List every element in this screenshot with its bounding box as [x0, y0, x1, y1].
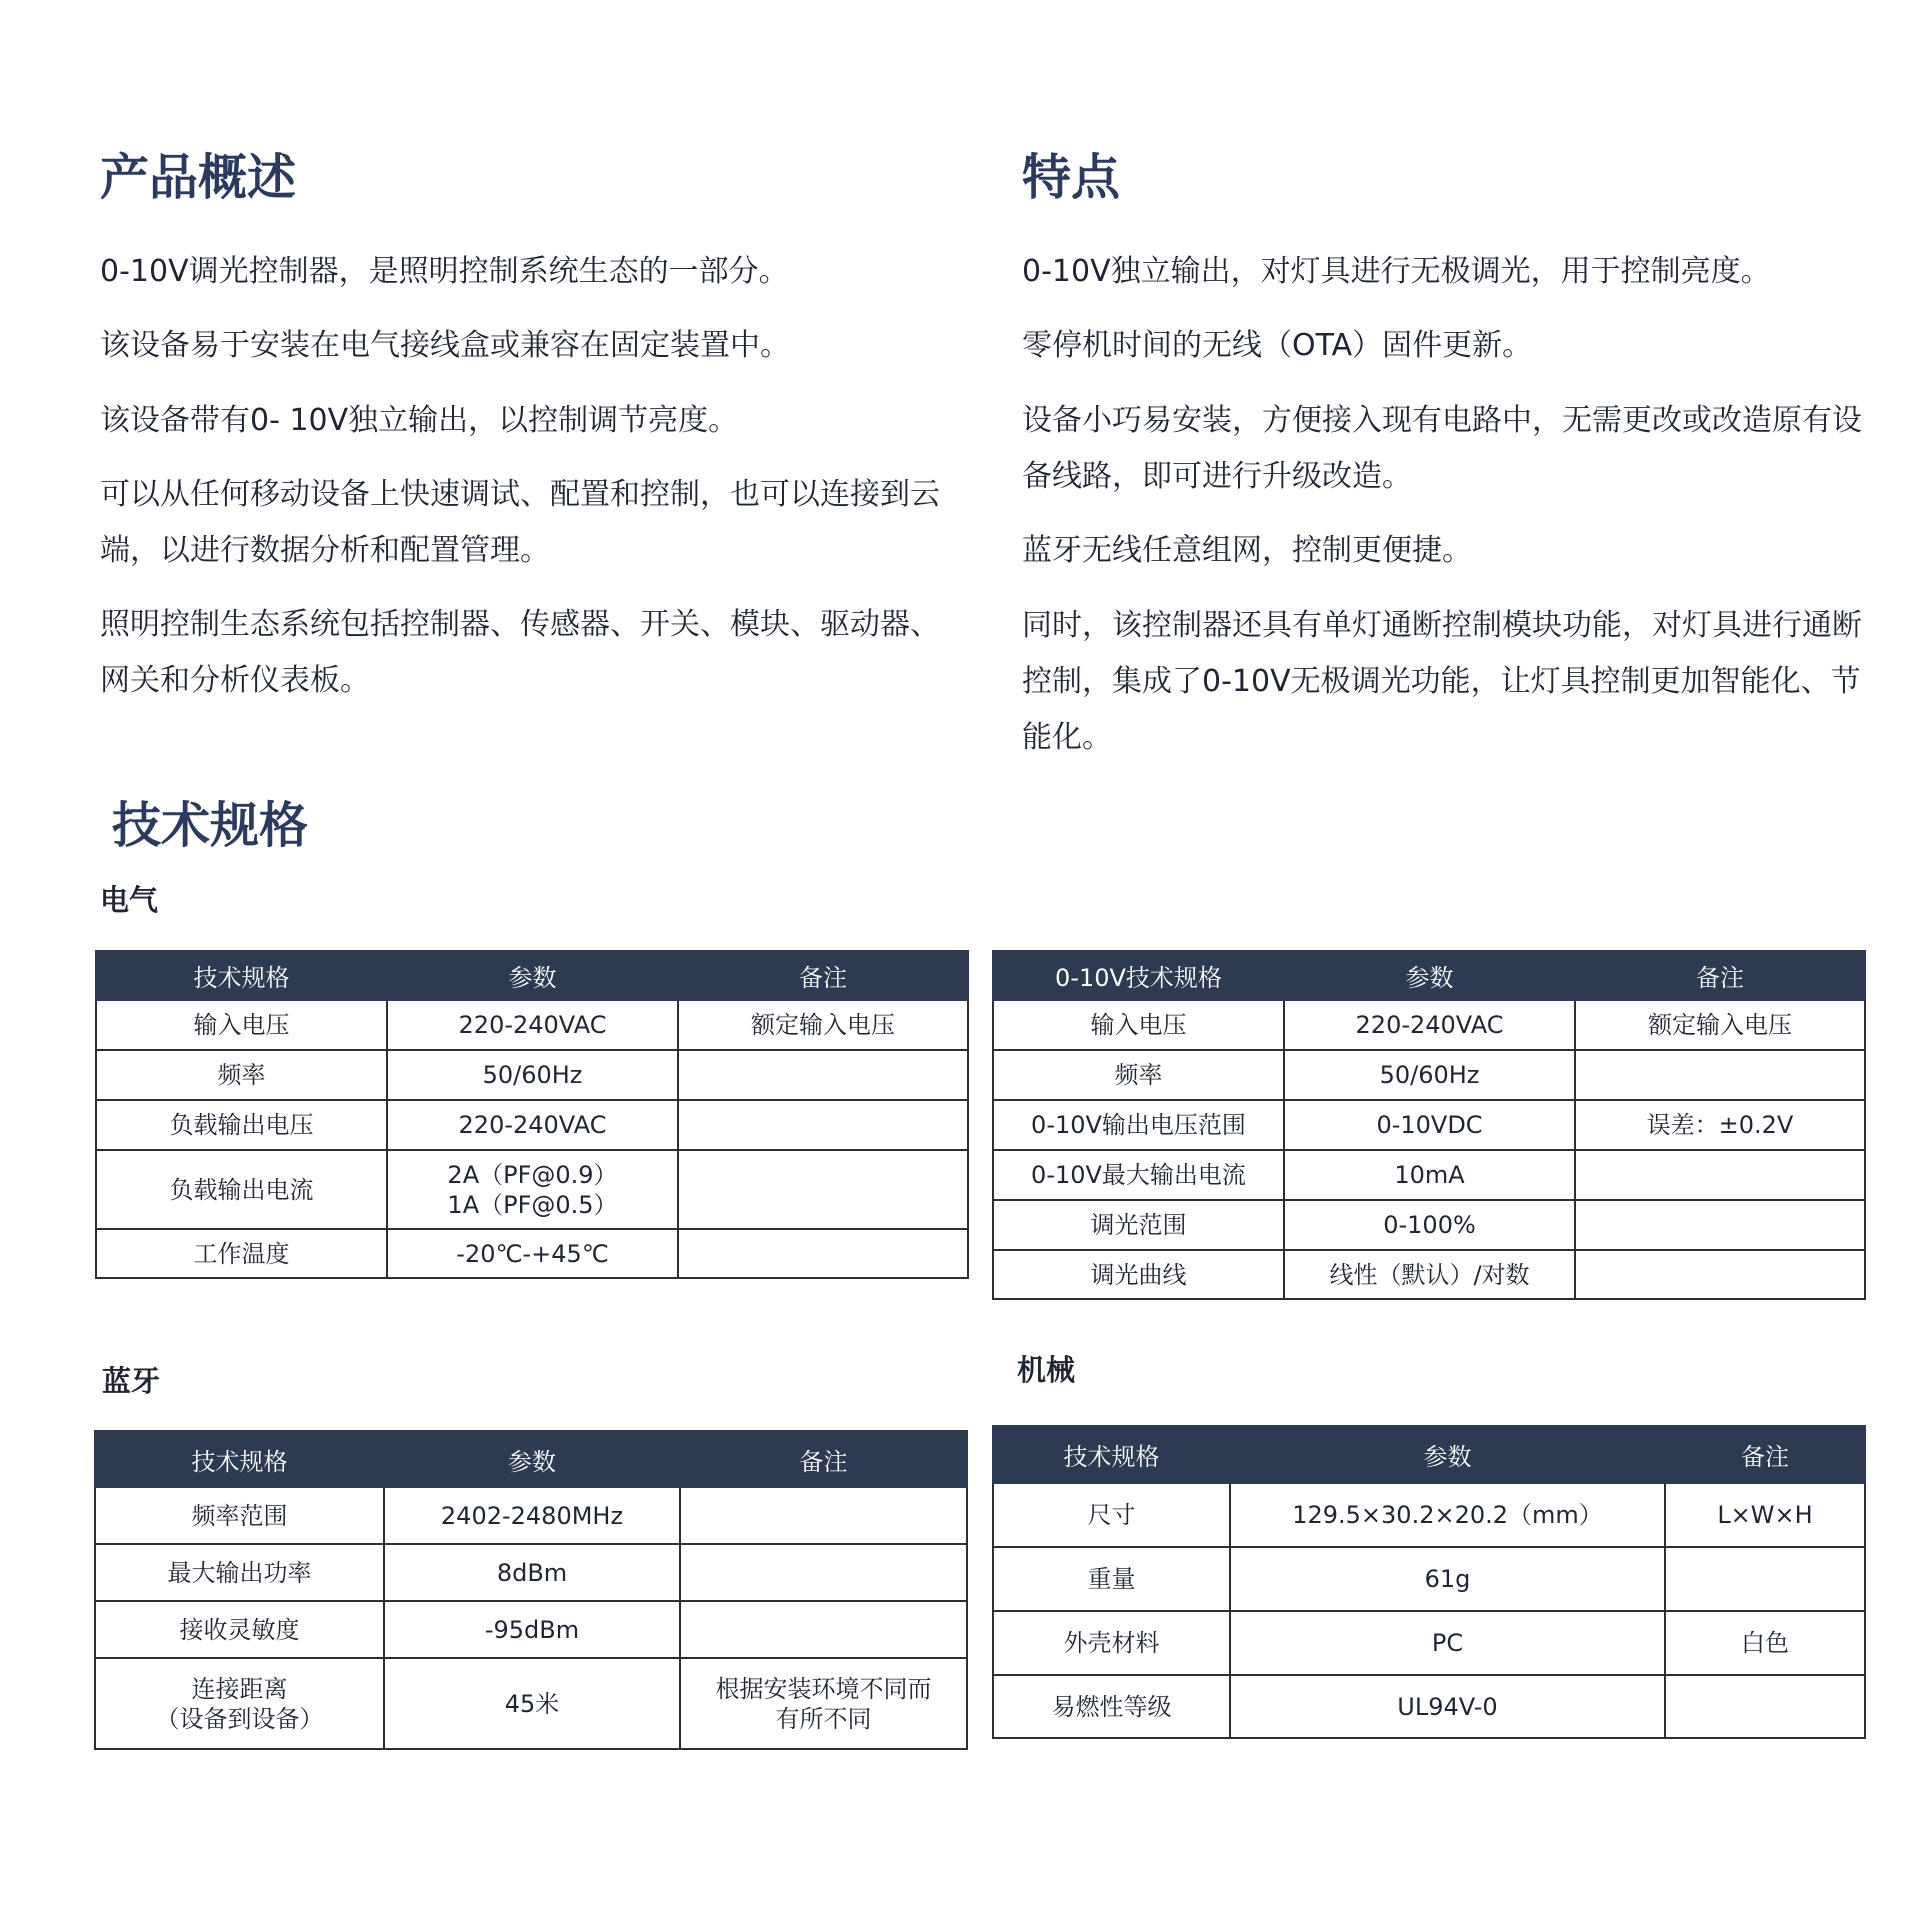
overview-paragraph: 0-10V调光控制器，是照明控制系统生态的一部分。: [100, 254, 789, 289]
table-cell: 接收灵敏度: [95, 1601, 384, 1658]
table-cell: [1575, 1150, 1865, 1200]
table-cell: 调光范围: [993, 1200, 1284, 1250]
table-cell: UL94V-0: [1230, 1675, 1665, 1738]
table-cell: 频率范围: [95, 1487, 384, 1544]
table-row: [993, 1483, 1865, 1547]
table-row: [95, 1601, 967, 1658]
table-header: 技术规格: [993, 1426, 1230, 1483]
table-cell: [1575, 1050, 1865, 1100]
table-cell: 易燃性等级: [993, 1675, 1230, 1738]
table-row: [993, 1611, 1865, 1675]
table-header: 参数: [1284, 951, 1575, 1000]
table-cell: 45米: [384, 1658, 680, 1749]
table-header: 参数: [1230, 1426, 1665, 1483]
table-cell: [680, 1544, 967, 1601]
table-cell: 0-10V最大输出电流: [993, 1150, 1284, 1200]
features-paragraph: 设备小巧易安装，方便接入现有电路中，无需更改或改造原有设备线路，即可进行升级改造。: [1022, 403, 1862, 494]
table-cell: 尺寸: [993, 1483, 1230, 1547]
table-cell: 连接距离 （设备到设备）: [95, 1658, 384, 1749]
table-header: 技术规格: [95, 1431, 384, 1487]
table-cell: [1665, 1547, 1865, 1611]
table-cell: 误差：±0.2V: [1575, 1100, 1865, 1150]
table-row: [993, 1250, 1865, 1299]
overview-paragraph: 照明控制生态系统包括控制器、传感器、开关、模块、驱动器、网关和分析仪表板。: [100, 607, 940, 698]
table-cell: 根据安装环境不同而 有所不同: [680, 1658, 967, 1749]
table-cell: 8dBm: [384, 1544, 680, 1601]
electrical-table: [95, 950, 969, 1279]
table-cell: 频率: [993, 1050, 1284, 1100]
table-row: [993, 1100, 1865, 1150]
table-row: [95, 1658, 967, 1749]
table-row: [993, 1675, 1865, 1738]
table-cell: -95dBm: [384, 1601, 680, 1658]
table-header: 0-10V技术规格: [993, 951, 1284, 1000]
table-header: 备注: [1665, 1426, 1865, 1483]
table-row: [95, 1487, 967, 1544]
table-cell: 0-10VDC: [1284, 1100, 1575, 1150]
table-cell: [678, 1100, 968, 1150]
table-cell: 50/60Hz: [1284, 1050, 1575, 1100]
overview-paragraph: 可以从任何移动设备上快速调试、配置和控制，也可以连接到云端，以进行数据分析和配置管理。: [100, 477, 940, 568]
mechanical-title: 机械: [1017, 1353, 1076, 1387]
table-row: [96, 1000, 968, 1050]
table-cell: [1665, 1675, 1865, 1738]
table-row: [96, 1229, 968, 1278]
table-row: [96, 1100, 968, 1150]
table-cell: 调光曲线: [993, 1250, 1284, 1299]
table-cell: PC: [1230, 1611, 1665, 1675]
table-header: 备注: [680, 1431, 967, 1487]
table-cell: 220-240VAC: [387, 1000, 678, 1050]
table-row: [993, 1200, 1865, 1250]
table-cell: 10mA: [1284, 1150, 1575, 1200]
table-cell: 220-240VAC: [1284, 1000, 1575, 1050]
specs-title: 技术规格: [112, 797, 309, 854]
table-cell: 2A（PF@0.9） 1A（PF@0.5）: [387, 1150, 678, 1229]
table-row: [95, 1544, 967, 1601]
table-cell: [678, 1050, 968, 1100]
features-paragraph: 0-10V独立输出，对灯具进行无极调光，用于控制亮度。: [1022, 254, 1771, 289]
table-cell: 50/60Hz: [387, 1050, 678, 1100]
bluetooth-table: [94, 1430, 968, 1750]
table-cell: [680, 1487, 967, 1544]
table-cell: 0-10V输出电压范围: [993, 1100, 1284, 1150]
table-cell: 工作温度: [96, 1229, 387, 1278]
table-row: [993, 1547, 1865, 1611]
table-cell: 220-240VAC: [387, 1100, 678, 1150]
table-cell: 2402-2480MHz: [384, 1487, 680, 1544]
table-header: 参数: [387, 951, 678, 1000]
table-row: [993, 1050, 1865, 1100]
dimming-table: [992, 950, 1866, 1300]
table-cell: 负载输出电压: [96, 1100, 387, 1150]
bluetooth-title: 蓝牙: [102, 1364, 161, 1398]
table-header: 技术规格: [96, 951, 387, 1000]
overview-paragraph: 该设备带有0- 10V独立输出，以控制调节亮度。: [100, 403, 739, 438]
table-row: [96, 1150, 968, 1229]
features-paragraph: 零停机时间的无线（OTA）固件更新。: [1022, 328, 1533, 363]
table-header: 参数: [384, 1431, 680, 1487]
table-cell: 白色: [1665, 1611, 1865, 1675]
features-paragraph: 蓝牙无线任意组网，控制更便捷。: [1022, 533, 1472, 568]
table-row: [993, 1150, 1865, 1200]
electrical-title: 电气: [100, 883, 159, 917]
table-cell: [1575, 1250, 1865, 1299]
table-header: 备注: [678, 951, 968, 1000]
table-cell: [678, 1150, 968, 1229]
table-cell: L×W×H: [1665, 1483, 1865, 1547]
table-cell: 输入电压: [96, 1000, 387, 1050]
table-cell: 额定输入电压: [1575, 1000, 1865, 1050]
table-cell: 频率: [96, 1050, 387, 1100]
table-cell: 61g: [1230, 1547, 1665, 1611]
features-paragraph: 同时，该控制器还具有单灯通断控制模块功能，对灯具进行通断控制，集成了0-10V无极调光功能，让灯具控制更加智能化、节能化。: [1022, 608, 1862, 755]
table-row: [96, 1050, 968, 1100]
table-cell: 129.5×30.2×20.2（mm）: [1230, 1483, 1665, 1547]
table-header: 备注: [1575, 951, 1865, 1000]
table-cell: [1575, 1200, 1865, 1250]
mechanical-table: [992, 1425, 1866, 1739]
table-row: [993, 1000, 1865, 1050]
table-cell: 最大输出功率: [95, 1544, 384, 1601]
table-cell: 线性（默认）/对数: [1284, 1250, 1575, 1299]
table-cell: 外壳材料: [993, 1611, 1230, 1675]
table-cell: 输入电压: [993, 1000, 1284, 1050]
table-cell: -20℃-+45℃: [387, 1229, 678, 1278]
overview-paragraph: 该设备易于安装在电气接线盒或兼容在固定装置中。: [100, 328, 790, 363]
table-cell: [678, 1229, 968, 1278]
table-cell: 0-100%: [1284, 1200, 1575, 1250]
table-cell: 负载输出电流: [96, 1150, 387, 1229]
table-cell: 额定输入电压: [678, 1000, 968, 1050]
overview-title: 产品概述: [100, 149, 297, 206]
features-title: 特点: [1022, 149, 1121, 206]
table-cell: 重量: [993, 1547, 1230, 1611]
table-cell: [680, 1601, 967, 1658]
